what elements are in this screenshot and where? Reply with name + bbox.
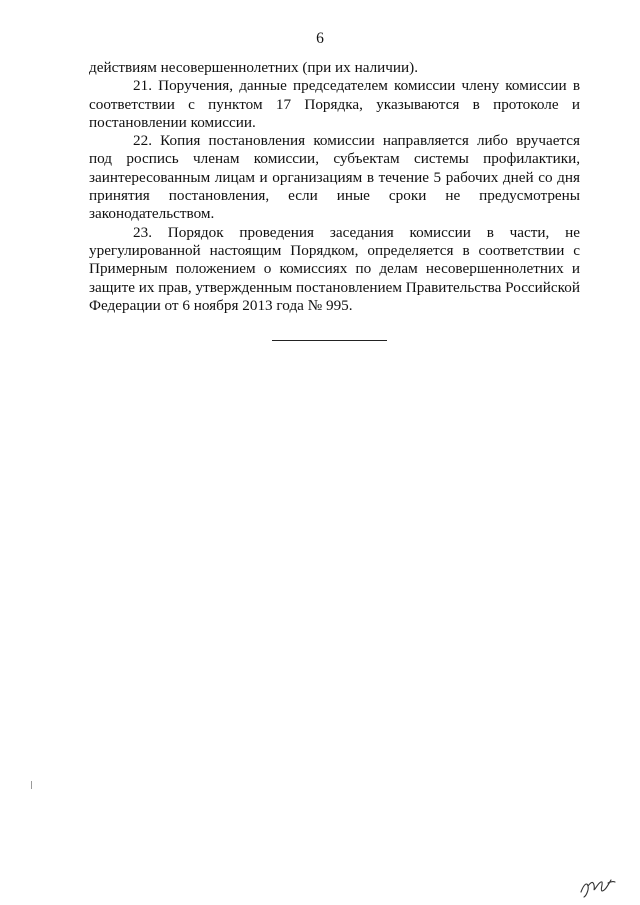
end-divider-line: [272, 340, 387, 341]
handwritten-signature: [578, 872, 618, 898]
margin-scan-mark: [31, 781, 32, 789]
paragraph-22: 22. Копия постановления комиссии направляется либо вручается под роспись членам комиссии, субъектам системы профилактики, заинтересованным лицам и организациям в течение 5 рабочих дней со дня принятия постановления, если иные сроки не предусмотрены законодательством.: [89, 132, 580, 223]
paragraph-23: 23. Порядок проведения заседания комиссии в части, не урегулированной настоящим Порядком, определяется в соответствии с Примерным положением о комиссиях по делам несовершеннолетних и защите их прав, утвержденным постановлением Правительства Российской Федерации от 6 ноября 2013 года № 995.: [89, 223, 580, 314]
paragraph-21: 21. Поручения, данные председателем комиссии члену комиссии в соответствии с пунктом 17 Порядка, указываются в протоколе и постановлении комиссии.: [89, 77, 580, 131]
document-body: [89, 59, 580, 315]
page-number: 6: [316, 30, 324, 47]
paragraph-continuation: действиям несовершеннолетних (при их наличии).: [89, 59, 419, 76]
